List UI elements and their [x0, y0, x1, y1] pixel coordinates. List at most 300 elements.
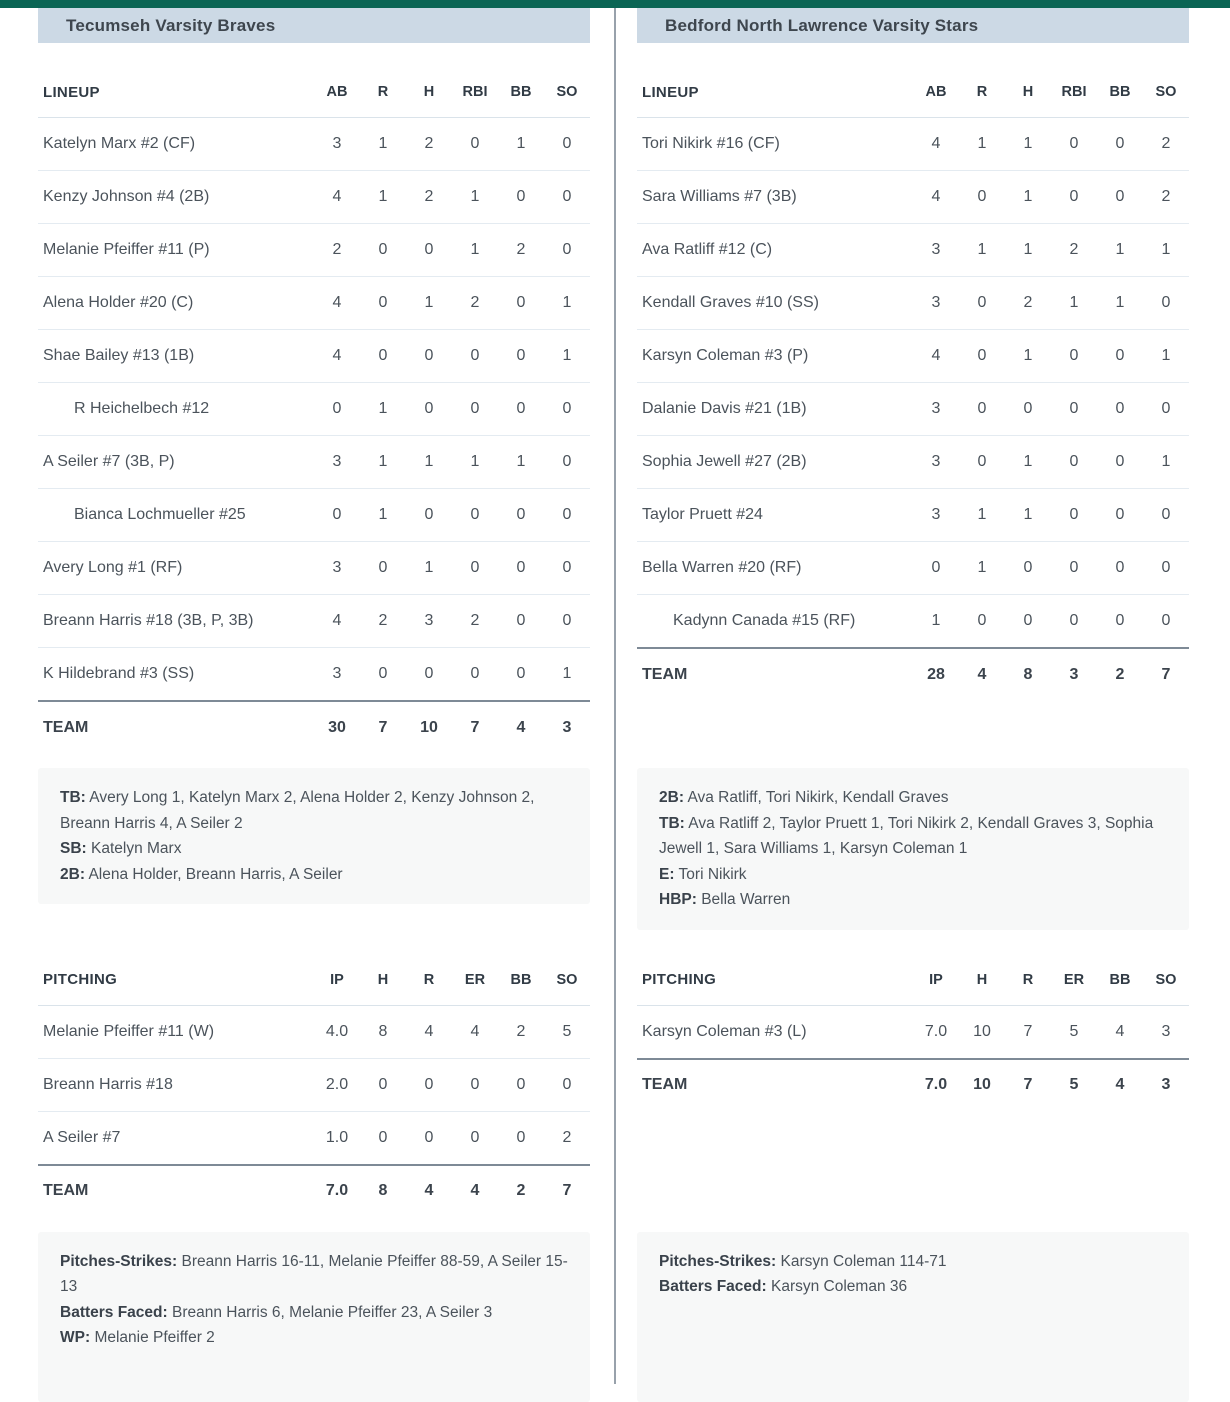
- col-ab: AB: [326, 84, 348, 100]
- col-r: R: [377, 84, 389, 100]
- stat-rbi: 0: [1069, 559, 1079, 576]
- col-er: ER: [1063, 971, 1085, 988]
- stat-so: 3: [1161, 1076, 1171, 1093]
- stat-ab: 2: [332, 241, 342, 258]
- stat-h: 0: [1023, 559, 1033, 576]
- stat-bb: 0: [516, 665, 526, 682]
- stat-bb: 4: [516, 718, 526, 736]
- note-line: [60, 1325, 568, 1351]
- stat-rbi: 0: [1069, 400, 1079, 417]
- lineup-row: [38, 171, 590, 224]
- stat-r: 1: [977, 506, 987, 523]
- lineup-row: [38, 330, 590, 383]
- note-text: Alena Holder, Breann Harris, A Seiler: [88, 865, 343, 883]
- lineup-table-left: [38, 67, 590, 753]
- note-line: [60, 1249, 568, 1300]
- stat-so: 0: [562, 1075, 572, 1093]
- stat-so: 1: [1161, 347, 1171, 364]
- stat-so: 2: [562, 1128, 572, 1146]
- note-text: Breann Harris 6, Melanie Pfeiffer 23, A Seiler 3: [172, 1303, 493, 1321]
- player-name: Karsyn Coleman #3 (P): [642, 347, 809, 364]
- team-header-left-wrap: [0, 8, 615, 43]
- stat-so: 1: [1161, 241, 1171, 258]
- stat-er: 4: [470, 1182, 480, 1199]
- note-text: Ava Ratliff, Tori Nikirk, Kendall Graves: [687, 789, 949, 806]
- stat-ab: 3: [931, 400, 941, 417]
- stat-so: 0: [562, 135, 572, 152]
- lineup-row: [38, 700, 590, 753]
- top-accent-bar: [0, 0, 1230, 8]
- lineup-header-row: [38, 67, 590, 118]
- stat-r: 7: [1023, 1076, 1033, 1093]
- pitching-row: [637, 1058, 1189, 1111]
- lineup-label: LINEUP: [642, 83, 699, 101]
- stat-so: 0: [1161, 400, 1171, 417]
- lineup-row: [637, 542, 1189, 595]
- stat-rbi: 0: [470, 665, 480, 682]
- stat-h: 0: [424, 400, 434, 417]
- stat-bb: 2: [1115, 665, 1125, 683]
- team-header-left: [38, 8, 590, 43]
- lineup-row: [38, 436, 590, 489]
- stat-so: 3: [1161, 1022, 1171, 1040]
- lineup-section-left: [0, 67, 615, 753]
- stat-rbi: 0: [1069, 506, 1079, 523]
- stat-r: 0: [378, 559, 388, 576]
- stat-r: 1: [378, 400, 388, 417]
- lineup-row: [637, 171, 1189, 224]
- stat-h: 0: [1023, 612, 1033, 629]
- team-title-right: Bedford North Lawrence Varsity Stars: [665, 15, 979, 35]
- stat-rbi: 0: [470, 559, 480, 576]
- stat-bb: 0: [516, 400, 526, 417]
- stat-rbi: 1: [470, 453, 480, 470]
- stat-r: 0: [424, 1128, 434, 1146]
- stat-ab: 30: [328, 718, 346, 736]
- pitching-row: [38, 1059, 590, 1112]
- note-text: Ava Ratliff 2, Taylor Pruett 1, Tori Nikirk 2, Kendall Graves 3, Sophia Jewell 1, Sara Williams 1, Karsyn Coleman 1: [659, 814, 1154, 857]
- note-line: [659, 1274, 1167, 1300]
- note-text: Karsyn Coleman 36: [771, 1278, 908, 1295]
- stat-bb: 0: [1115, 453, 1125, 470]
- stat-so: 3: [562, 718, 572, 736]
- stat-h: 8: [1023, 665, 1033, 683]
- player-name: Kenzy Johnson #4 (2B): [43, 188, 210, 205]
- stat-bb: 0: [516, 559, 526, 576]
- team-header-right: [637, 8, 1189, 43]
- lineup-row: [637, 277, 1189, 330]
- stat-bb: 0: [1115, 612, 1125, 629]
- pitching-label: PITCHING: [43, 971, 118, 988]
- stat-rbi: 0: [470, 506, 480, 523]
- stat-ip: 4.0: [325, 1022, 349, 1040]
- note-line: [659, 1249, 1167, 1275]
- stat-h: 1: [424, 453, 434, 470]
- stat-h: 0: [378, 1075, 388, 1093]
- col-so: SO: [1155, 971, 1177, 988]
- stat-h: 1: [1023, 506, 1033, 523]
- stat-bb: 4: [1115, 1022, 1125, 1040]
- col-bb: BB: [1109, 971, 1131, 988]
- note-text: Bella Warren: [701, 891, 791, 908]
- stat-bb: 0: [516, 612, 526, 629]
- stat-so: 0: [1161, 294, 1171, 311]
- note-line: [659, 887, 1167, 913]
- stat-r: 1: [378, 188, 388, 205]
- col-so: SO: [556, 84, 578, 100]
- player-name: Kadynn Canada #15 (RF): [673, 612, 856, 629]
- col-ab: AB: [925, 84, 947, 100]
- stat-r: 0: [378, 241, 388, 258]
- player-name: Tori Nikirk #16 (CF): [642, 135, 780, 152]
- stat-ip: 7.0: [325, 1182, 349, 1199]
- note-label: 2B:: [60, 865, 85, 883]
- lineup-row: [637, 383, 1189, 436]
- stat-so: 0: [562, 506, 572, 523]
- stat-bb: 0: [1115, 135, 1125, 152]
- player-name: Dalanie Davis #21 (1B): [642, 400, 807, 417]
- stat-r: 0: [378, 665, 388, 682]
- stat-h: 0: [424, 506, 434, 523]
- stat-rbi: 1: [470, 241, 480, 258]
- stat-rbi: 2: [470, 612, 480, 629]
- stat-ab: 3: [931, 241, 941, 258]
- stat-ab: 0: [332, 506, 342, 523]
- pitcher-name: Breann Harris #18: [43, 1075, 173, 1093]
- stat-r: 0: [977, 612, 987, 629]
- stat-r: 0: [424, 1075, 434, 1093]
- lineup-section-right: [615, 67, 1230, 700]
- stat-r: 4: [977, 665, 987, 683]
- stat-er: 4: [470, 1022, 480, 1040]
- col-h: H: [976, 971, 988, 988]
- pitcher-name: Karsyn Coleman #3 (L): [642, 1022, 807, 1040]
- stat-ab: 28: [927, 665, 945, 683]
- stat-so: 0: [562, 400, 572, 417]
- pitching-table-left: [38, 955, 590, 1217]
- player-name: TEAM: [43, 718, 89, 736]
- stat-so: 0: [562, 612, 572, 629]
- stat-h: 1: [1023, 453, 1033, 470]
- pitching-notes-left-wrap: [0, 1232, 615, 1402]
- player-name: Sara Williams #7 (3B): [642, 188, 797, 205]
- stat-rbi: 0: [470, 135, 480, 152]
- player-name: Ava Ratliff #12 (C): [642, 241, 773, 258]
- note-label: SB:: [60, 840, 87, 857]
- pitching-row: [38, 1164, 590, 1217]
- stat-so: 2: [1161, 135, 1171, 152]
- stat-h: 10: [973, 1076, 991, 1093]
- lineup-row: [637, 647, 1189, 700]
- col-h: H: [1022, 84, 1034, 100]
- player-name: R Heichelbech #12: [74, 400, 210, 417]
- stat-so: 5: [562, 1022, 572, 1040]
- pitching-section-right: [615, 955, 1230, 1111]
- stat-bb: 0: [1115, 506, 1125, 523]
- pitching-table-right: [637, 955, 1189, 1111]
- player-name: Kendall Graves #10 (SS): [642, 294, 819, 311]
- stat-r: 1: [378, 135, 388, 152]
- stat-bb: 2: [516, 1022, 526, 1040]
- stat-bb: 0: [516, 1075, 526, 1093]
- stat-rbi: 0: [1069, 188, 1079, 205]
- stat-rbi: 2: [470, 294, 480, 311]
- pitching-notes-left: [38, 1232, 590, 1402]
- stat-bb: 0: [516, 347, 526, 364]
- note-line: [659, 785, 1167, 811]
- stat-rbi: 0: [470, 400, 480, 417]
- col-bb: BB: [510, 84, 532, 100]
- col-ip: IP: [929, 971, 943, 988]
- stat-h: 10: [420, 718, 438, 736]
- stat-bb: 2: [516, 1182, 526, 1199]
- stat-so: 0: [562, 559, 572, 576]
- stat-er: 5: [1069, 1076, 1079, 1093]
- stat-rbi: 2: [1069, 241, 1079, 258]
- player-name: Bianca Lochmueller #25: [74, 506, 246, 523]
- pitching-row: [38, 1006, 590, 1059]
- stat-ip: 7.0: [924, 1076, 948, 1093]
- note-text: Karsyn Coleman 114-71: [780, 1252, 947, 1270]
- stat-ab: 3: [931, 294, 941, 311]
- stat-rbi: 0: [1069, 347, 1079, 364]
- batting-notes-right: [637, 768, 1189, 930]
- stat-er: 5: [1069, 1022, 1079, 1040]
- note-label: Pitches-Strikes:: [60, 1252, 178, 1270]
- lineup-row: [637, 330, 1189, 383]
- player-name: A Seiler #7 (3B, P): [43, 453, 175, 470]
- stat-ab: 4: [931, 347, 941, 364]
- lineup-header-row: [637, 67, 1189, 118]
- player-name: K Hildebrand #3 (SS): [43, 665, 195, 682]
- stat-so: 1: [562, 294, 572, 311]
- stat-so: 0: [1161, 612, 1171, 629]
- stat-bb: 4: [1115, 1076, 1125, 1093]
- stat-r: 7: [1023, 1022, 1033, 1040]
- lineup-row: [38, 118, 590, 171]
- note-label: WP:: [60, 1329, 91, 1346]
- col-so: SO: [1155, 84, 1177, 100]
- stat-ab: 3: [332, 453, 342, 470]
- stat-ab: 4: [332, 294, 342, 311]
- stat-ab: 3: [332, 665, 342, 682]
- lineup-row: [637, 489, 1189, 542]
- stat-er: 0: [470, 1075, 480, 1093]
- stat-r: 0: [977, 347, 987, 364]
- stat-bb: 0: [1115, 347, 1125, 364]
- note-label: Pitches-Strikes:: [659, 1252, 777, 1270]
- note-text: Tori Nikirk: [678, 865, 747, 883]
- stat-h: 8: [378, 1022, 388, 1040]
- stat-h: 1: [1023, 241, 1033, 258]
- stat-h: 1: [424, 559, 434, 576]
- note-text: Avery Long 1, Katelyn Marx 2, Alena Holder 2, Kenzy Johnson 2, Breann Harris 4, A Seiler 2: [60, 789, 535, 832]
- lineup-label: LINEUP: [43, 83, 100, 101]
- stat-er: 0: [470, 1128, 480, 1146]
- stat-r: 4: [424, 1182, 434, 1199]
- batting-notes-left: [38, 768, 590, 904]
- stat-bb: 0: [1115, 559, 1125, 576]
- player-name: Bella Warren #20 (RF): [642, 559, 802, 576]
- stat-r: 0: [977, 188, 987, 205]
- col-rbi: RBI: [1061, 84, 1087, 100]
- stat-h: 10: [973, 1022, 991, 1040]
- stat-bb: 0: [516, 506, 526, 523]
- stat-h: 1: [1023, 135, 1033, 152]
- player-name: Alena Holder #20 (C): [43, 294, 194, 311]
- stat-r: 0: [378, 347, 388, 364]
- stat-ab: 3: [332, 559, 342, 576]
- lineup-row: [637, 224, 1189, 277]
- stat-h: 1: [1023, 347, 1033, 364]
- pitcher-name: TEAM: [43, 1182, 89, 1199]
- stat-bb: 1: [1115, 241, 1125, 258]
- stat-ab: 4: [332, 612, 342, 629]
- stat-ab: 0: [931, 559, 941, 576]
- stat-rbi: 0: [1069, 453, 1079, 470]
- pitcher-name: Melanie Pfeiffer #11 (W): [43, 1022, 215, 1040]
- stat-r: 1: [977, 559, 987, 576]
- stat-h: 0: [378, 1128, 388, 1146]
- stat-rbi: 0: [1069, 135, 1079, 152]
- stat-so: 7: [562, 1182, 572, 1199]
- stat-so: 0: [1161, 506, 1171, 523]
- stat-ab: 1: [931, 612, 941, 629]
- note-label: 2B:: [659, 789, 684, 806]
- pitching-row: [637, 1006, 1189, 1059]
- stat-so: 0: [1161, 559, 1171, 576]
- stat-h: 0: [1023, 400, 1033, 417]
- stat-ab: 4: [332, 347, 342, 364]
- lineup-table-right: [637, 67, 1189, 700]
- stat-ab: 3: [332, 135, 342, 152]
- player-name: Melanie Pfeiffer #11 (P): [43, 241, 210, 258]
- stat-r: 0: [977, 453, 987, 470]
- stat-h: 0: [424, 241, 434, 258]
- col-r: R: [423, 971, 435, 988]
- col-h: H: [377, 971, 389, 988]
- stat-ip: 2.0: [325, 1075, 349, 1093]
- team-title-left: Tecumseh Varsity Braves: [66, 15, 276, 35]
- note-line: [60, 1300, 568, 1326]
- note-text: Melanie Pfeiffer 2: [94, 1329, 215, 1346]
- stat-so: 0: [562, 453, 572, 470]
- player-name: TEAM: [642, 665, 688, 683]
- lineup-row: [38, 542, 590, 595]
- stat-rbi: 3: [1069, 665, 1079, 683]
- stat-bb: 1: [516, 453, 526, 470]
- stat-r: 1: [378, 506, 388, 523]
- stat-r: 1: [977, 241, 987, 258]
- column-divider: [614, 8, 616, 1384]
- stat-ab: 4: [931, 188, 941, 205]
- player-name: Sophia Jewell #27 (2B): [642, 453, 807, 470]
- pitching-section-left: [0, 955, 615, 1217]
- stat-so: 1: [562, 347, 572, 364]
- pitching-label: PITCHING: [642, 971, 717, 988]
- lineup-row: [38, 277, 590, 330]
- pitching-header-row: [637, 955, 1189, 1006]
- batting-notes-right-wrap: [615, 768, 1230, 930]
- stat-h: 3: [424, 612, 434, 629]
- note-label: Batters Faced:: [60, 1303, 168, 1321]
- stat-h: 2: [424, 188, 434, 205]
- stat-r: 0: [977, 294, 987, 311]
- note-line: [60, 785, 568, 836]
- player-name: Avery Long #1 (RF): [43, 559, 183, 576]
- stat-bb: 0: [516, 188, 526, 205]
- stat-bb: 0: [516, 1128, 526, 1146]
- col-er: ER: [464, 971, 486, 988]
- stat-so: 0: [562, 241, 572, 258]
- stat-r: 1: [977, 135, 987, 152]
- note-line: [60, 862, 568, 888]
- stat-h: 0: [424, 347, 434, 364]
- stat-bb: 1: [516, 135, 526, 152]
- stat-so: 0: [562, 188, 572, 205]
- lineup-row: [38, 648, 590, 701]
- lineup-row: [637, 436, 1189, 489]
- note-label: HBP:: [659, 891, 697, 908]
- stat-r: 4: [424, 1022, 434, 1040]
- stat-bb: 2: [516, 241, 526, 258]
- stat-ab: 3: [931, 453, 941, 470]
- stat-so: 7: [1161, 665, 1171, 683]
- stat-so: 2: [1161, 188, 1171, 205]
- col-ip: IP: [330, 971, 344, 988]
- lineup-row: [38, 489, 590, 542]
- col-rbi: RBI: [462, 84, 488, 100]
- stat-bb: 0: [1115, 188, 1125, 205]
- col-bb: BB: [510, 971, 532, 988]
- stat-so: 1: [562, 665, 572, 682]
- stat-rbi: 0: [1069, 612, 1079, 629]
- note-text: Katelyn Marx: [91, 840, 182, 857]
- pitching-row: [38, 1112, 590, 1165]
- col-r: R: [976, 84, 988, 100]
- pitching-header-row: [38, 955, 590, 1006]
- stat-r: 0: [977, 400, 987, 417]
- stat-h: 2: [1023, 294, 1033, 311]
- stat-bb: 1: [1115, 294, 1125, 311]
- note-label: Batters Faced:: [659, 1278, 767, 1295]
- pitching-notes-right-wrap: [615, 1232, 1230, 1402]
- lineup-row: [38, 595, 590, 648]
- team-header-right-wrap: [615, 8, 1230, 43]
- stat-ab: 0: [332, 400, 342, 417]
- batting-notes-left-wrap: [0, 768, 615, 904]
- note-line: [659, 811, 1167, 862]
- stat-bb: 0: [1115, 400, 1125, 417]
- lineup-row: [637, 595, 1189, 648]
- pitching-notes-right: [637, 1232, 1189, 1402]
- lineup-row: [38, 224, 590, 277]
- stat-bb: 0: [516, 294, 526, 311]
- stat-r: 2: [378, 612, 388, 629]
- stat-ab: 3: [931, 506, 941, 523]
- stat-ab: 4: [332, 188, 342, 205]
- note-label: TB:: [60, 789, 86, 806]
- stat-h: 8: [378, 1182, 388, 1199]
- stat-r: 7: [378, 718, 388, 736]
- stat-h: 0: [424, 665, 434, 682]
- note-line: [60, 836, 568, 862]
- stat-rbi: 7: [470, 718, 480, 736]
- player-name: Taylor Pruett #24: [642, 506, 763, 523]
- stat-h: 1: [424, 294, 434, 311]
- note-line: [659, 862, 1167, 888]
- stat-h: 1: [1023, 188, 1033, 205]
